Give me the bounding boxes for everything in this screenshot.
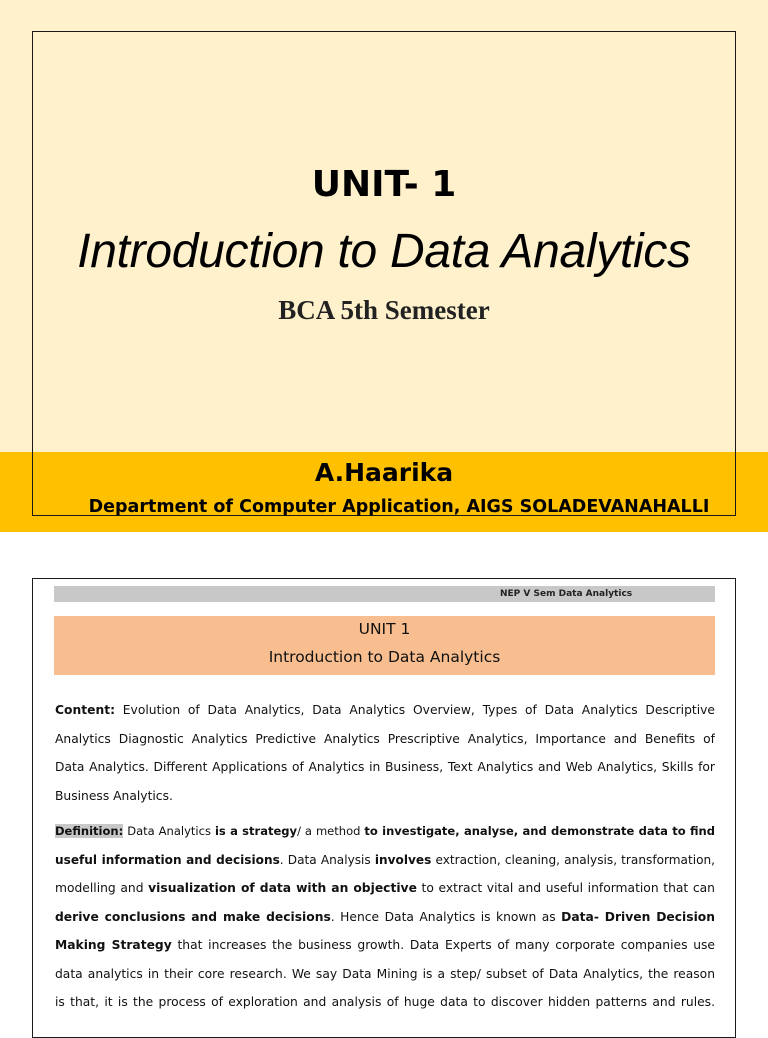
definition-line-4: derive conclusions and make decisions. Hence Data Analytics is known as Data- Driven Decision: [55, 909, 715, 924]
definition-line-5: Making Strategy that increases the business growth. Data Experts of many corporate companies use: [55, 938, 715, 952]
author-name: A.Haarika: [314, 458, 454, 487]
content-line-3: Data Analytics. Different Applications of Analytics in Business, Text Analytics and Web Analytics, Skills for: [55, 760, 715, 774]
definition-line-2: useful information and decisions. Data Analysis involves extraction, cleaning, analysis, transformation,: [55, 852, 715, 867]
page-header-text: NEP V Sem Data Analytics: [500, 589, 633, 599]
unit-subheading: Introduction to Data Analytics: [268, 648, 501, 666]
content-line-1: Content: Evolution of Data Analytics, Data Analytics Overview, Types of Data Analytics Descriptive: [55, 703, 715, 717]
definition-label: Definition:: [55, 824, 124, 838]
unit-heading: UNIT 1: [358, 620, 411, 638]
document-page: [32, 578, 736, 1038]
semester-label: BCA 5th Semester: [278, 295, 490, 325]
content-line-2: Analytics Diagnostic Analytics Predictive Analytics Prescriptive Analytics, Importance and Benefits of: [55, 731, 715, 746]
definition-line-7: is that, it is the process of exploration and analysis of huge data to discover hidden patterns and rules.: [55, 995, 715, 1009]
department-name: Department of Computer Application, AIGS SOLADEVANAHALLI: [88, 497, 710, 517]
unit-title: UNIT- 1: [311, 164, 457, 205]
unit-heading-box: [54, 616, 715, 675]
definition-line-3: modelling and visualization of data with an objective to extract vital and useful information that can: [55, 881, 715, 895]
content-label: Content:: [55, 703, 115, 717]
definition-line-6: data analytics in their core research. We say Data Mining is a step/ subset of Data Analytics, the reason: [55, 966, 715, 981]
definition-paragraph: [55, 817, 715, 1017]
content-line-4: Business Analytics.: [55, 788, 173, 803]
definition-line-1: Definition: Data Analytics is a strategy/ a method to investigate, analyse, and demonstrate data to find: [55, 824, 715, 838]
main-title: Introduction to Data Analytics: [77, 225, 691, 278]
content-paragraph: [55, 696, 715, 810]
page-header: [54, 586, 715, 602]
